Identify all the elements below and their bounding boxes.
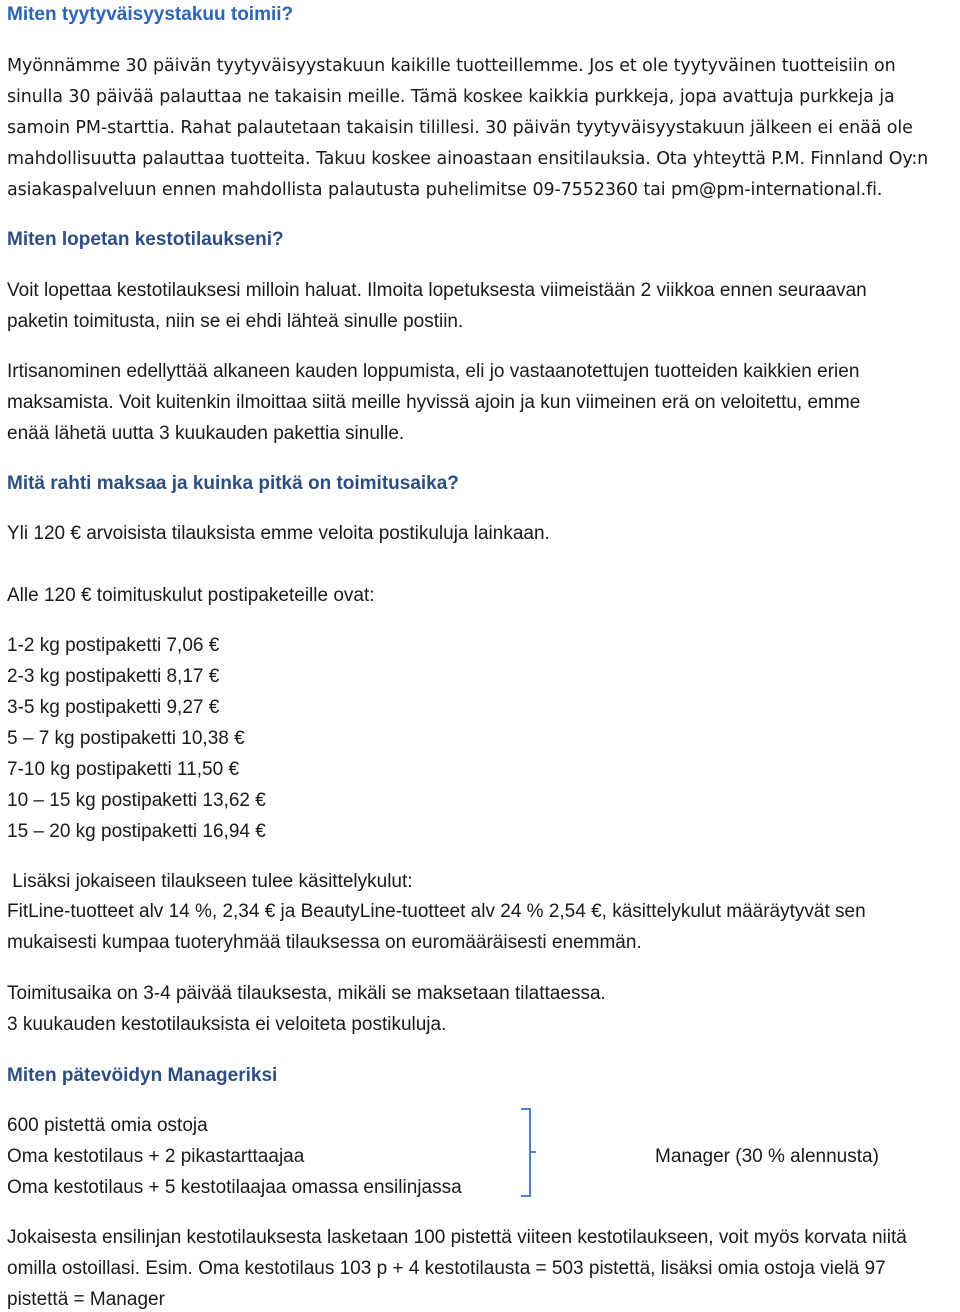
heading-satisfaction: Miten tyytyväisyystakuu toimii? <box>7 4 294 25</box>
cost-item: 7-10 kg postipaketti 11,50 € <box>7 759 240 780</box>
satisfaction-line: asiakaspalveluun ennen mahdollista palautusta puhelimitse 09-7552360 tai pm@pm-international.fi. <box>7 180 883 200</box>
manager-option: 600 pistettä omia ostoja <box>7 1115 208 1136</box>
cancel-line: Irtisanominen edellyttää alkaneen kauden loppumista, eli jo vastaanotettujen tuotteiden kaikkien erien <box>7 361 860 382</box>
cost-item: 1-2 kg postipaketti 7,06 € <box>7 635 220 656</box>
manager-footer-line: pistettä = Manager <box>7 1289 165 1310</box>
manager-option: Oma kestotilaus + 2 pikastarttaajaa <box>7 1146 305 1167</box>
cost-item: 10 – 15 kg postipaketti 13,62 € <box>7 790 266 811</box>
handling-line: FitLine-tuotteet alv 14 %, 2,34 € ja BeautyLine-tuotteet alv 24 % 2,54 €, käsittelykulut määräytyvät sen <box>7 901 866 922</box>
manager-footer-line: Jokaisesta ensilinjan kestotilauksesta lasketaan 100 pistettä viiteen kestotilaukseen, voit myös korvata niitä <box>7 1227 907 1248</box>
cost-item: 3-5 kg postipaketti 9,27 € <box>7 697 220 718</box>
cancel-line: paketin toimitusta, niin se ei ehdi lähteä sinulle postiin. <box>7 311 464 332</box>
cancel-line: maksamista. Voit kuitenkin ilmoittaa siitä meille hyvissä ajoin ja kun viimeinen erä on veloitettu, emme <box>7 392 861 413</box>
satisfaction-line: Myönnämme 30 päivän tyytyväisyystakuun kaikille tuotteillemme. Jos et ole tyytyväinen tuotteisiin on <box>7 56 896 76</box>
right-brace-icon <box>520 1108 544 1200</box>
handling-line: mukaisesti kumpaa tuoteryhmää tilauksessa on euromääräisesti enemmän. <box>7 932 642 953</box>
satisfaction-line: mahdollisuutta palauttaa tuotteita. Takuu koskee ainoastaan ensitilauksia. Ota yhteyttä P.M. Finnland Oy:n <box>7 149 929 169</box>
manager-option: Oma kestotilaus + 5 kestotilaajaa omassa ensilinjassa <box>7 1177 462 1198</box>
manager-result: Manager (30 % alennusta) <box>655 1146 879 1167</box>
costs-intro: Alle 120 € toimituskulut postipaketeille ovat: <box>7 585 375 606</box>
cancel-line: Voit lopettaa kestotilauksesi milloin haluat. Ilmoita lopetuksesta viimeistään 2 viikkoa ennen seuraavan <box>7 280 867 301</box>
cancel-line: enää lähetä uutta 3 kuukauden pakettia sinulle. <box>7 423 405 444</box>
cost-item: 2-3 kg postipaketti 8,17 € <box>7 666 220 687</box>
cost-item: 5 – 7 kg postipaketti 10,38 € <box>7 728 245 749</box>
delivery-line: Toimitusaika on 3-4 päivää tilauksesta, mikäli se maksetaan tilattaessa. <box>7 983 606 1004</box>
satisfaction-line: samoin PM-starttia. Rahat palautetaan takaisin tilillesi. 30 päivän tyytyväisyystakuun jälkeen ei enää ole <box>7 118 913 138</box>
satisfaction-line: sinulla 30 päivää palauttaa ne takaisin meille. Tämä koskee kaikkia purkkeja, jopa avattuja purkkeja ja <box>7 87 895 107</box>
free-shipping-line: Yli 120 € arvoisista tilauksista emme veloita postikuluja lainkaan. <box>7 523 550 544</box>
heading-cancel: Miten lopetan kestotilaukseni? <box>7 229 284 250</box>
handling-intro: Lisäksi jokaiseen tilaukseen tulee käsittelykulut: <box>7 871 413 892</box>
delivery-line: 3 kuukauden kestotilauksista ei veloiteta postikuluja. <box>7 1014 447 1035</box>
heading-manager: Miten pätevöidyn Manageriksi <box>7 1065 278 1086</box>
manager-footer-line: omilla ostoillasi. Esim. Oma kestotilaus 103 p + 4 kestotilausta = 503 pistettä, lisäksi omia ostoja vielä 97 <box>7 1258 886 1279</box>
cost-item: 15 – 20 kg postipaketti 16,94 € <box>7 821 266 842</box>
heading-shipping: Mitä rahti maksaa ja kuinka pitkä on toimitusaika? <box>7 473 459 494</box>
